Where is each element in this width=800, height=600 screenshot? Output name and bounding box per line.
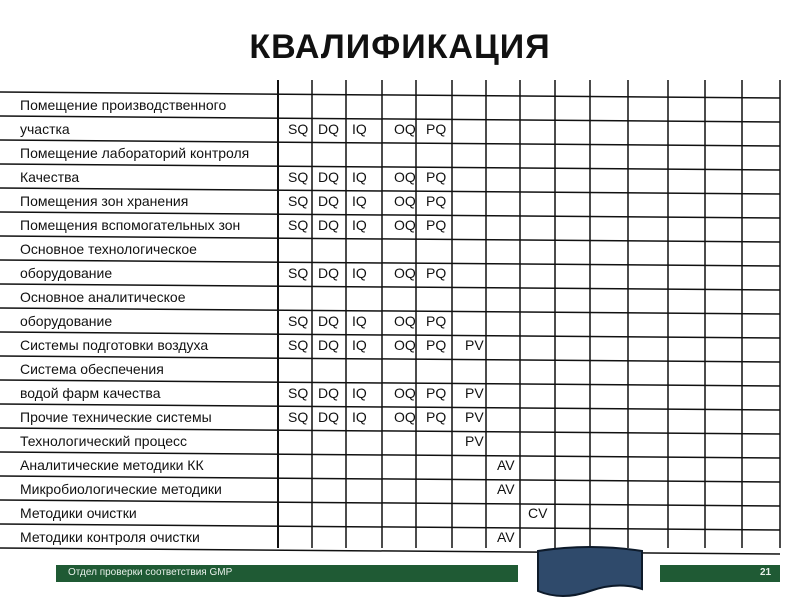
grid-hline bbox=[0, 308, 780, 314]
qualification-code: PV bbox=[465, 409, 484, 425]
row-label: оборудование bbox=[20, 313, 113, 329]
qualification-code: PV bbox=[465, 337, 484, 353]
qualification-code: IQ bbox=[352, 337, 367, 353]
qualification-code: PQ bbox=[426, 337, 447, 353]
footer-text: Отдел проверки соответствия GMP bbox=[68, 567, 233, 578]
row-label: Помещение лабораторий контроля bbox=[20, 145, 250, 161]
qualification-code: CV bbox=[528, 505, 548, 521]
qualification-code: OQ bbox=[394, 409, 416, 425]
qualification-code: PV bbox=[465, 385, 484, 401]
qualification-code: DQ bbox=[318, 217, 339, 233]
qualification-code: OQ bbox=[394, 337, 416, 353]
qualification-code: SQ bbox=[288, 409, 309, 425]
qualification-code: OQ bbox=[394, 193, 416, 209]
qualification-code: SQ bbox=[288, 385, 309, 401]
row-label: Помещение производственного bbox=[20, 97, 227, 113]
qualification-code: IQ bbox=[352, 193, 367, 209]
row-label: Помещения зон хранения bbox=[20, 193, 189, 209]
page-number: 21 bbox=[760, 567, 772, 578]
row-label: Качества bbox=[20, 169, 80, 185]
qualification-code: DQ bbox=[318, 337, 339, 353]
qualification-code: PQ bbox=[426, 265, 447, 281]
qualification-code: DQ bbox=[318, 265, 339, 281]
row-label: водой фарм качества bbox=[20, 385, 161, 401]
row-label: участка bbox=[20, 121, 70, 137]
qualification-code: IQ bbox=[352, 169, 367, 185]
row-label: Методики контроля очистки bbox=[20, 529, 200, 545]
qualification-code: SQ bbox=[288, 169, 309, 185]
qualification-code: PQ bbox=[426, 193, 447, 209]
qualification-code: OQ bbox=[394, 265, 416, 281]
qualification-code: DQ bbox=[318, 169, 339, 185]
qualification-code: AV bbox=[497, 457, 515, 473]
qualification-code: OQ bbox=[394, 169, 416, 185]
qualification-code: PQ bbox=[426, 385, 447, 401]
qualification-code: SQ bbox=[288, 193, 309, 209]
qualification-code: SQ bbox=[288, 313, 309, 329]
qualification-code: PQ bbox=[426, 169, 447, 185]
row-label: Помещения вспомогательных зон bbox=[20, 217, 241, 233]
row-label: Прочие технические системы bbox=[20, 409, 212, 425]
qualification-code: OQ bbox=[394, 217, 416, 233]
row-label: Основное технологическое bbox=[20, 241, 197, 257]
qualification-code: IQ bbox=[352, 409, 367, 425]
qualification-code: PQ bbox=[426, 313, 447, 329]
row-label: Основное аналитическое bbox=[20, 289, 186, 305]
row-label: Системы подготовки воздуха bbox=[20, 337, 209, 353]
qualification-code: DQ bbox=[318, 313, 339, 329]
qualification-code: IQ bbox=[352, 265, 367, 281]
qualification-code: PV bbox=[465, 433, 484, 449]
row-label: Аналитические методики КК bbox=[20, 457, 204, 473]
qualification-code: SQ bbox=[288, 265, 309, 281]
qualification-code: AV bbox=[497, 481, 515, 497]
grid-hline bbox=[0, 260, 780, 266]
grid-hline bbox=[0, 116, 780, 122]
row-label: Методики очистки bbox=[20, 505, 137, 521]
qualification-code: OQ bbox=[394, 313, 416, 329]
qualification-code: PQ bbox=[426, 121, 447, 137]
qualification-code: PQ bbox=[426, 217, 447, 233]
qualification-code: IQ bbox=[352, 313, 367, 329]
qualification-code: IQ bbox=[352, 217, 367, 233]
qualification-code: PQ bbox=[426, 409, 447, 425]
qualification-code: OQ bbox=[394, 121, 416, 137]
grid-hline bbox=[0, 164, 780, 170]
scroll-icon[interactable] bbox=[530, 545, 650, 600]
qualification-code: DQ bbox=[318, 121, 339, 137]
qualification-code: AV bbox=[497, 529, 515, 545]
row-label: Технологический процесс bbox=[20, 433, 188, 449]
qualification-code: DQ bbox=[318, 193, 339, 209]
row-label: оборудование bbox=[20, 265, 113, 281]
qualification-code: DQ bbox=[318, 409, 339, 425]
qualification-code: SQ bbox=[288, 337, 309, 353]
qualification-code: OQ bbox=[394, 385, 416, 401]
qualification-code: SQ bbox=[288, 121, 309, 137]
row-label: Система обеспечения bbox=[20, 361, 164, 377]
qualification-code: SQ bbox=[288, 217, 309, 233]
grid-hline bbox=[0, 548, 780, 554]
row-label: Микробиологические методики bbox=[20, 481, 222, 497]
qualification-code: IQ bbox=[352, 121, 367, 137]
qualification-code: IQ bbox=[352, 385, 367, 401]
qualification-code: DQ bbox=[318, 385, 339, 401]
page-title: КВАЛИФИКАЦИЯ bbox=[249, 28, 551, 66]
